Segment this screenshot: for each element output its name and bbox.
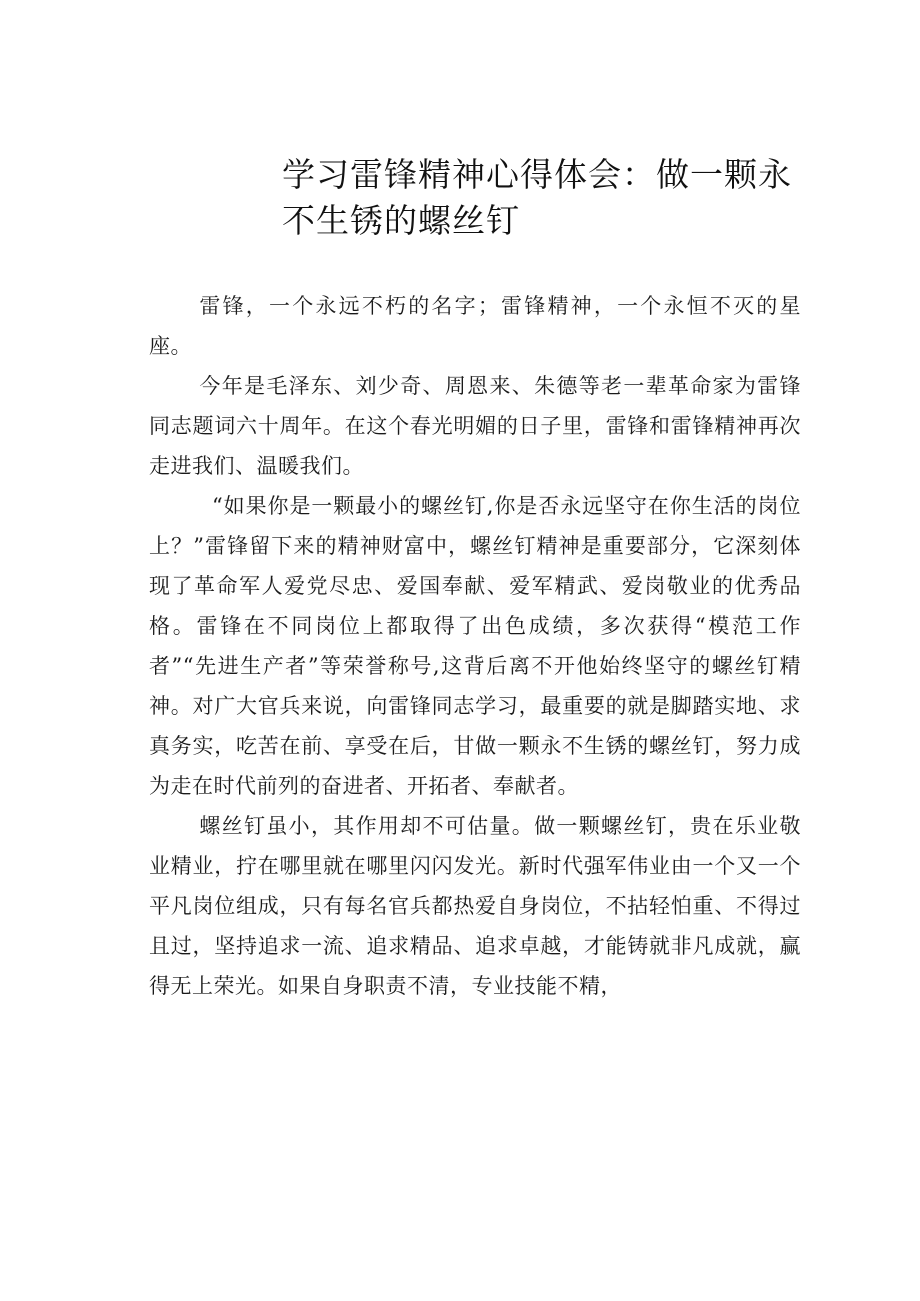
paragraph-4: 螺丝钉虽小，其作用却不可估量。做一颗螺丝钉，贵在乐业敬业精业，拧在哪里就在哪里闪闪发光。新时代强军伟业由一个又一个平凡岗位组成，只有每名官兵都热爱自身岗位，不拈轻怕重、不得过且过，坚持追求一流、追求精品、追求卓越，才能铸就非凡成就，赢得无上荣光。如果自身职责不清，专业技能不精， xyxy=(149,814,801,998)
paragraph-1: 雷锋，一个永远不朽的名字；雷锋精神，一个永恒不灭的星座。 xyxy=(149,294,801,358)
document-body xyxy=(149,286,801,1006)
paragraph-2: 今年是毛泽东、刘少奇、周恩来、朱德等老一辈革命家为雷锋同志题词六十周年。在这个春光明媚的日子里，雷锋和雷锋精神再次走进我们、温暖我们。 xyxy=(149,374,801,478)
paragraph-3: “如果你是一颗最小的螺丝钉,你是否永远坚守在你生活的岗位上？”雷锋留下来的精神财富中，螺丝钉精神是重要部分，它深刻体现了革命军人爱党尽忠、爱国奉献、爱军精武、爱岗敬业的优秀品格。雷锋在不同岗位上都取得了出色成绩，多次获得“模范工作者”“先进生产者”等荣誉称号,这背后离不开他始终坚守的螺丝钉精神。对广大官兵来说，向雷锋同志学习，最重要的就是脚踏实地、求真务实，吃苦在前、享受在后，甘做一颗永不生锈的螺丝钉，努力成为走在时代前列的奋进者、开拓者、奉献者。 xyxy=(149,494,801,798)
document-title: 学习雷锋精神心得体会：做一颗永不生锈的螺丝钉 xyxy=(282,155,792,240)
